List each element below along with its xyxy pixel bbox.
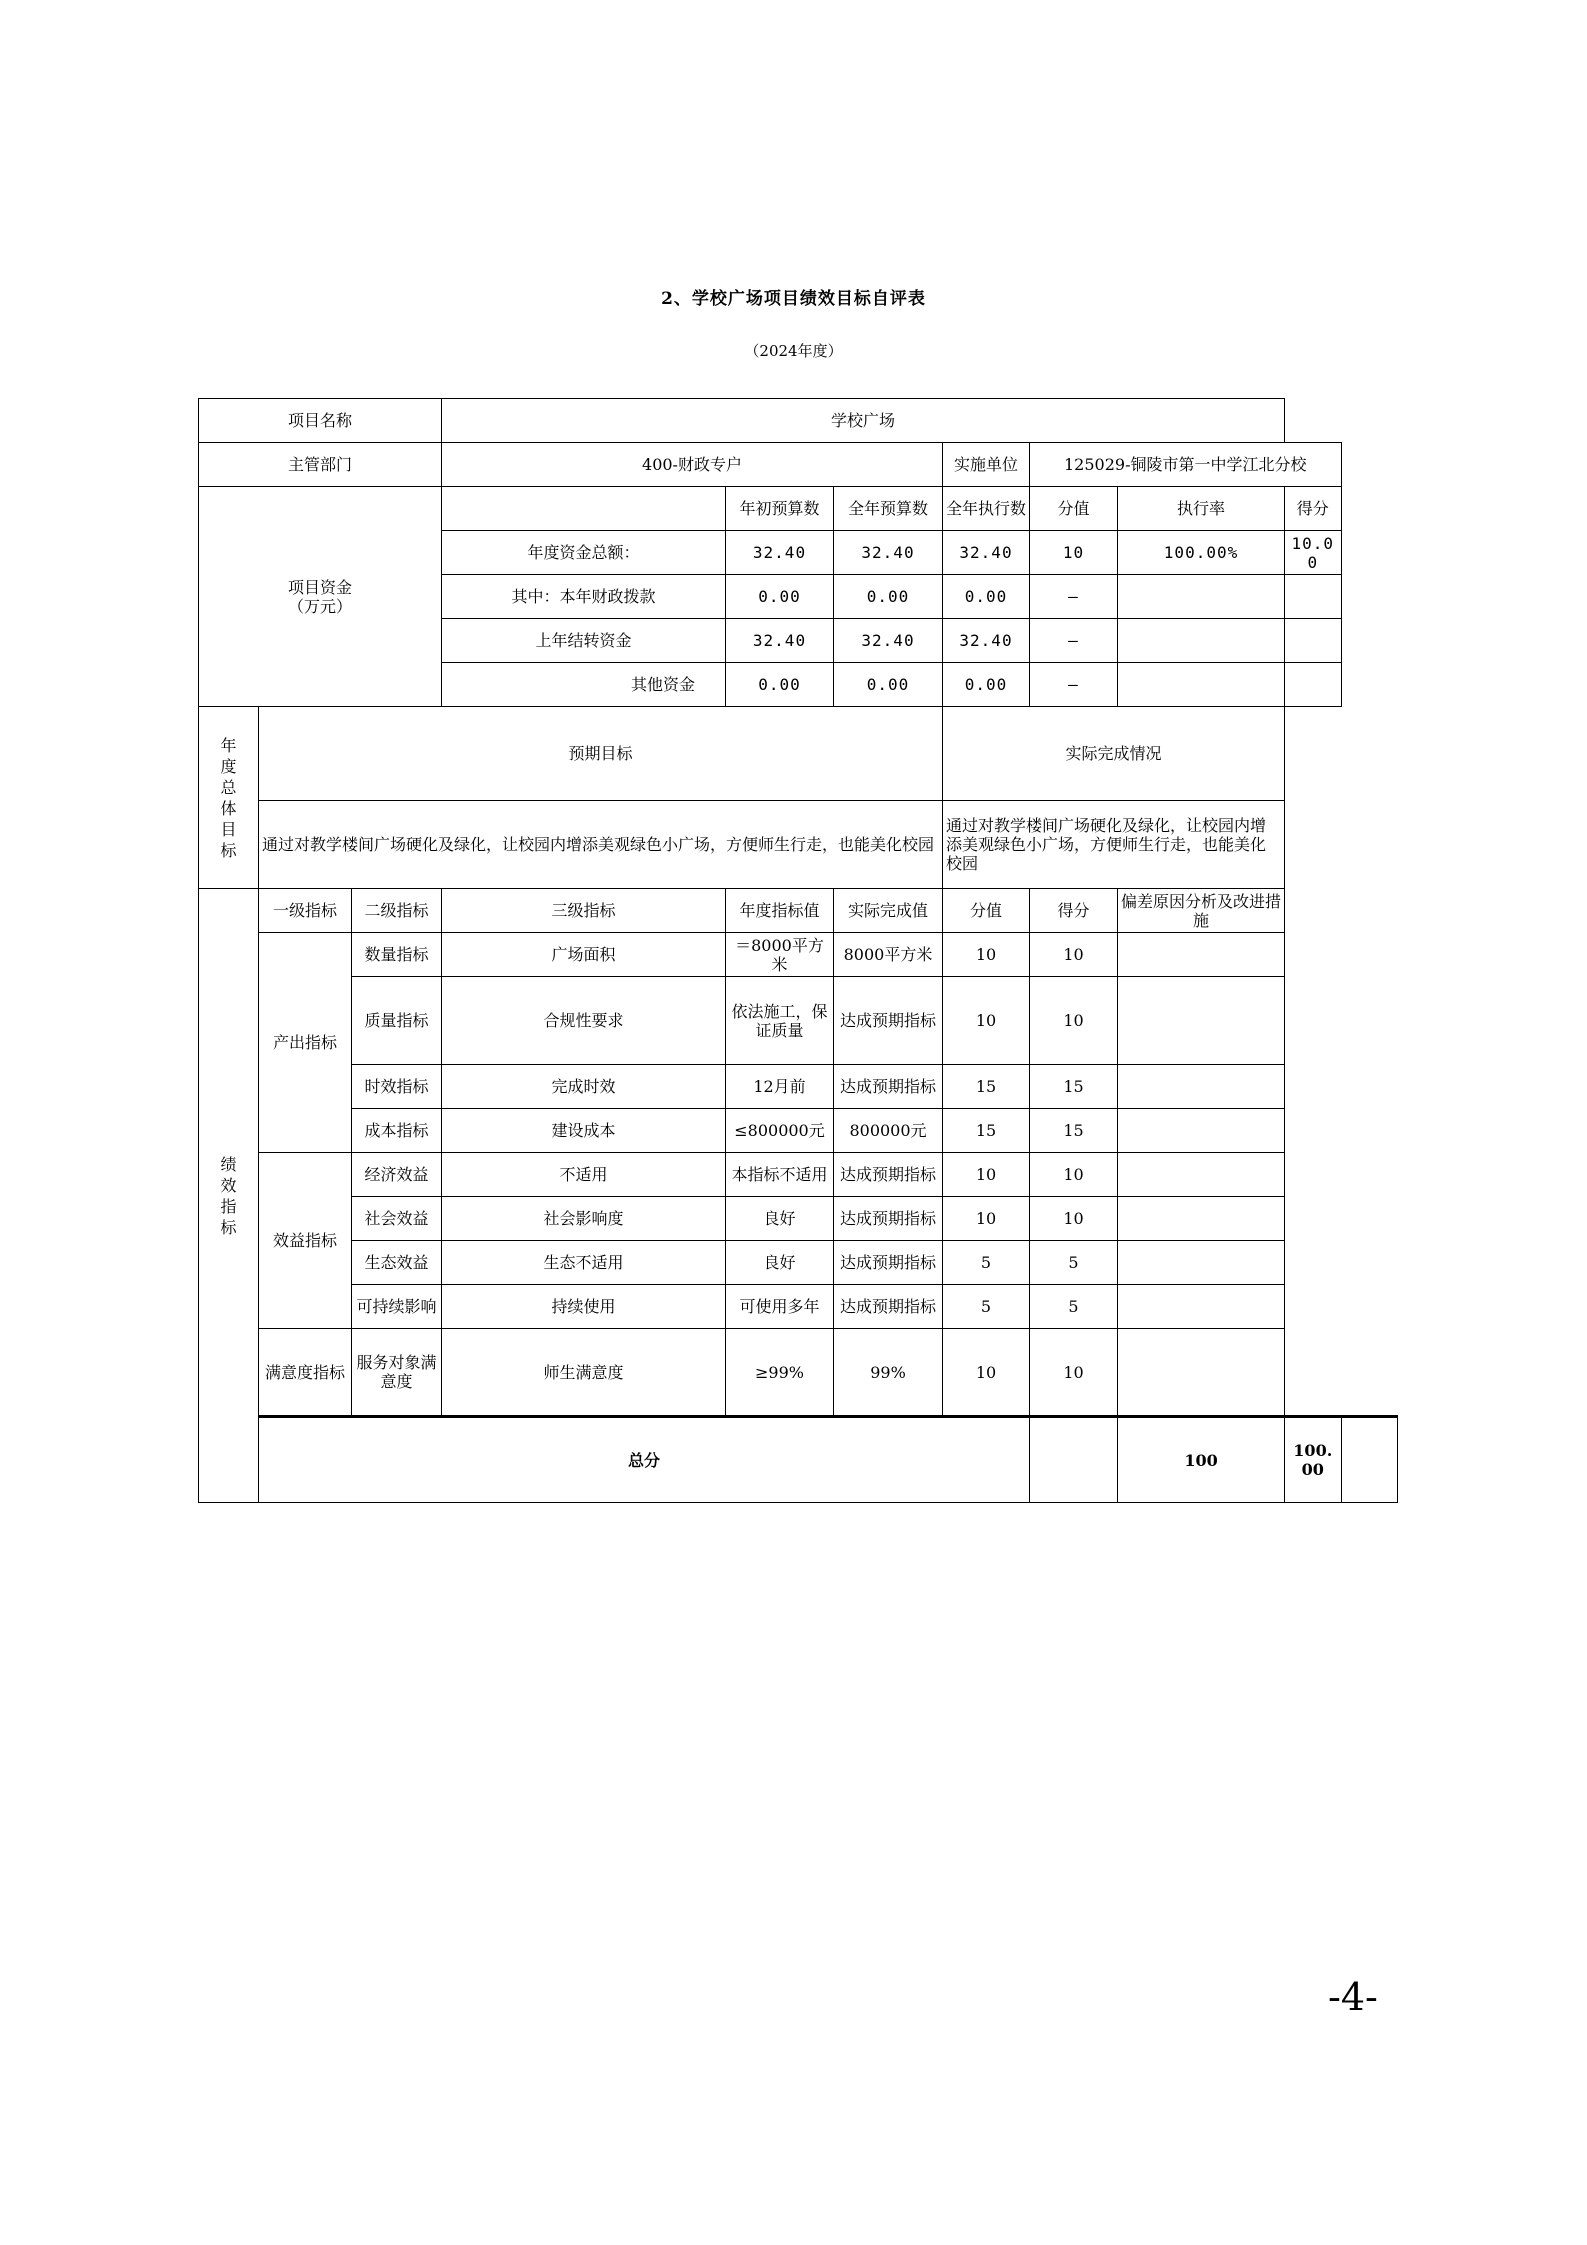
- indicator-row: [199, 933, 1398, 977]
- indicator-value: 15: [943, 1065, 1030, 1109]
- indicator-level2: 成本指标: [352, 1109, 442, 1153]
- indicator-deviation: [1118, 1153, 1285, 1197]
- indicator-deviation: [1118, 933, 1285, 977]
- indicator-deviation: [1118, 977, 1285, 1065]
- page-number: -4-: [1328, 1975, 1378, 2019]
- funds-header-row: [199, 487, 1398, 531]
- indicator-row: [199, 1065, 1398, 1109]
- total-row: [199, 1417, 1398, 1503]
- funds-header-blank: [442, 487, 726, 531]
- funds-header-executed: 全年执行数: [943, 487, 1030, 531]
- header-level1: 一级指标: [259, 889, 352, 933]
- funds-row-label: 上年结转资金: [442, 619, 726, 663]
- indicator-level3: 持续使用: [442, 1285, 726, 1329]
- header-value: 分值: [943, 889, 1030, 933]
- indicator-actual: 达成预期指标: [834, 1285, 943, 1329]
- indicator-level2: 生态效益: [352, 1241, 442, 1285]
- indicator-level2: 可持续影响: [352, 1285, 442, 1329]
- funds-executed: 0.00: [943, 663, 1030, 707]
- goals-expected-text: 通过对教学楼间广场硬化及绿化，让校园内增添美观绿色小广场，方便师生行走，也能美化校园: [259, 801, 943, 889]
- goals-actual-header: 实际完成情况: [943, 707, 1285, 801]
- indicator-level2: 时效指标: [352, 1065, 442, 1109]
- header-score: 得分: [1030, 889, 1118, 933]
- goals-expected-header: 预期目标: [259, 707, 943, 801]
- funds-header-initial: 年初预算数: [726, 487, 834, 531]
- funds-annual: 32.40: [834, 531, 943, 575]
- indicator-level2: 经济效益: [352, 1153, 442, 1197]
- indicator-level2: 质量指标: [352, 977, 442, 1065]
- funds-header-score-value: 分值: [1030, 487, 1118, 531]
- indicator-level3: 社会影响度: [442, 1197, 726, 1241]
- funds-score-value: —: [1030, 619, 1118, 663]
- indicator-value: 10: [943, 1329, 1030, 1417]
- funds-header-annual: 全年预算数: [834, 487, 943, 531]
- funds-score-value: —: [1030, 575, 1118, 619]
- indicator-target: 12月前: [726, 1065, 834, 1109]
- indicator-actual: 达成预期指标: [834, 977, 943, 1065]
- goals-label-text: 年度总体目标: [220, 735, 237, 860]
- indicator-value: 10: [943, 977, 1030, 1065]
- indicator-deviation: [1118, 1285, 1285, 1329]
- header-level2: 二级指标: [352, 889, 442, 933]
- indicator-row: [199, 1197, 1398, 1241]
- goals-content-row: [199, 801, 1398, 889]
- header-level3: 三级指标: [442, 889, 726, 933]
- funds-score: [1285, 575, 1341, 619]
- indicator-target: 良好: [726, 1241, 834, 1285]
- indicator-row: [199, 1329, 1398, 1417]
- indicator-row: [199, 1285, 1398, 1329]
- funds-header-score: 得分: [1285, 487, 1341, 531]
- indicators-label: [199, 889, 259, 1503]
- indicator-level3: 师生满意度: [442, 1329, 726, 1417]
- indicator-score: 15: [1030, 1065, 1118, 1109]
- funds-annual: 0.00: [834, 575, 943, 619]
- indicator-value: 5: [943, 1285, 1030, 1329]
- indicator-level3: 建设成本: [442, 1109, 726, 1153]
- indicator-level3: 不适用: [442, 1153, 726, 1197]
- funds-executed: 0.00: [943, 575, 1030, 619]
- funds-row-label: 年度资金总额：: [442, 531, 726, 575]
- indicator-level2: 数量指标: [352, 933, 442, 977]
- funds-annual: 0.00: [834, 663, 943, 707]
- indicator-score: 5: [1030, 1285, 1118, 1329]
- indicator-target: ＝8000平方米: [726, 933, 834, 977]
- funds-label-text: 项目资金（万元）: [287, 577, 352, 616]
- funds-executed: 32.40: [943, 619, 1030, 663]
- total-label: 总分: [259, 1417, 1030, 1503]
- implementing-unit-value: 125029-铜陵市第一中学江北分校: [1030, 443, 1342, 487]
- indicator-level2: 社会效益: [352, 1197, 442, 1241]
- indicator-score: 10: [1030, 1153, 1118, 1197]
- funds-row-label: 其他资金: [442, 663, 726, 707]
- header-target: 年度指标值: [726, 889, 834, 933]
- indicator-level3: 完成时效: [442, 1065, 726, 1109]
- goals-label: [199, 707, 259, 889]
- indicator-target: 可使用多年: [726, 1285, 834, 1329]
- indicator-row: [199, 1109, 1398, 1153]
- funds-score: [1285, 619, 1341, 663]
- total-actual-blank: [1030, 1417, 1118, 1503]
- header-deviation: 偏差原因分析及改进措施: [1118, 889, 1285, 933]
- funds-rate: [1118, 575, 1285, 619]
- page-title: 2、学校广场项目绩效目标自评表: [661, 289, 926, 309]
- funds-score-value: 10: [1030, 531, 1118, 575]
- indicator-row: [199, 1241, 1398, 1285]
- funds-score-value: —: [1030, 663, 1118, 707]
- department-row: [199, 443, 1398, 487]
- indicator-target: 依法施工，保证质量: [726, 977, 834, 1065]
- indicator-value: 10: [943, 933, 1030, 977]
- header-actual: 实际完成值: [834, 889, 943, 933]
- indicator-score: 10: [1030, 1197, 1118, 1241]
- goals-header-row: [199, 707, 1398, 801]
- indicator-actual: 99%: [834, 1329, 943, 1417]
- indicator-level3: 合规性要求: [442, 977, 726, 1065]
- total-deviation-blank: [1341, 1417, 1397, 1503]
- funds-rate: [1118, 619, 1285, 663]
- funds-score: 10.00: [1285, 531, 1341, 575]
- funds-executed: 32.40: [943, 531, 1030, 575]
- indicator-score: 10: [1030, 933, 1118, 977]
- indicator-actual: 达成预期指标: [834, 1065, 943, 1109]
- level1-satisfaction: 满意度指标: [259, 1329, 352, 1417]
- indicator-level2: 服务对象满意度: [352, 1329, 442, 1417]
- indicator-target: 本指标不适用: [726, 1153, 834, 1197]
- funds-annual: 32.40: [834, 619, 943, 663]
- indicator-value: 10: [943, 1153, 1030, 1197]
- indicator-target: 良好: [726, 1197, 834, 1241]
- indicator-target: ≥99%: [726, 1329, 834, 1417]
- project-name-row: [199, 399, 1398, 443]
- funds-initial: 0.00: [726, 663, 834, 707]
- indicator-row: [199, 977, 1398, 1065]
- indicator-score: 5: [1030, 1241, 1118, 1285]
- total-score: 100.00: [1285, 1417, 1341, 1503]
- goals-actual-text: 通过对教学楼间广场硬化及绿化，让校园内增添美观绿色小广场，方便师生行走，也能美化校园: [943, 801, 1285, 889]
- indicator-actual: 800000元: [834, 1109, 943, 1153]
- indicator-actual: 达成预期指标: [834, 1153, 943, 1197]
- level1-output: 产出指标: [259, 933, 352, 1153]
- implementing-unit-label: 实施单位: [943, 443, 1030, 487]
- funds-initial: 0.00: [726, 575, 834, 619]
- funds-header-rate: 执行率: [1118, 487, 1285, 531]
- indicator-deviation: [1118, 1109, 1285, 1153]
- funds-rate: [1118, 663, 1285, 707]
- project-name-label: 项目名称: [199, 399, 442, 443]
- year-label: （2024年度）: [744, 342, 843, 360]
- total-value: 100: [1118, 1417, 1285, 1503]
- level1-benefit: 效益指标: [259, 1153, 352, 1329]
- funds-rate: 100.00%: [1118, 531, 1285, 575]
- department-label: 主管部门: [199, 443, 442, 487]
- indicator-actual: 达成预期指标: [834, 1197, 943, 1241]
- indicator-target: ≤800000元: [726, 1109, 834, 1153]
- indicator-value: 15: [943, 1109, 1030, 1153]
- indicator-deviation: [1118, 1241, 1285, 1285]
- indicator-score: 10: [1030, 1329, 1118, 1417]
- indicators-header-row: [199, 889, 1398, 933]
- funds-row-label: 其中：本年财政拨款: [442, 575, 726, 619]
- indicator-actual: 8000平方米: [834, 933, 943, 977]
- funds-label: [199, 487, 442, 707]
- funds-score: [1285, 663, 1341, 707]
- indicator-value: 5: [943, 1241, 1030, 1285]
- indicator-score: 10: [1030, 977, 1118, 1065]
- indicator-value: 10: [943, 1197, 1030, 1241]
- indicator-level3: 生态不适用: [442, 1241, 726, 1285]
- project-name-value: 学校广场: [442, 399, 1285, 443]
- indicator-level3: 广场面积: [442, 933, 726, 977]
- indicator-actual: 达成预期指标: [834, 1241, 943, 1285]
- indicator-score: 15: [1030, 1109, 1118, 1153]
- funds-initial: 32.40: [726, 531, 834, 575]
- department-value: 400-财政专户: [442, 443, 943, 487]
- indicator-deviation: [1118, 1065, 1285, 1109]
- indicator-row: [199, 1153, 1398, 1197]
- indicators-label-text: 绩效指标: [220, 1154, 237, 1237]
- indicator-deviation: [1118, 1197, 1285, 1241]
- indicator-deviation: [1118, 1329, 1285, 1417]
- funds-initial: 32.40: [726, 619, 834, 663]
- self-evaluation-table: [198, 398, 1398, 1503]
